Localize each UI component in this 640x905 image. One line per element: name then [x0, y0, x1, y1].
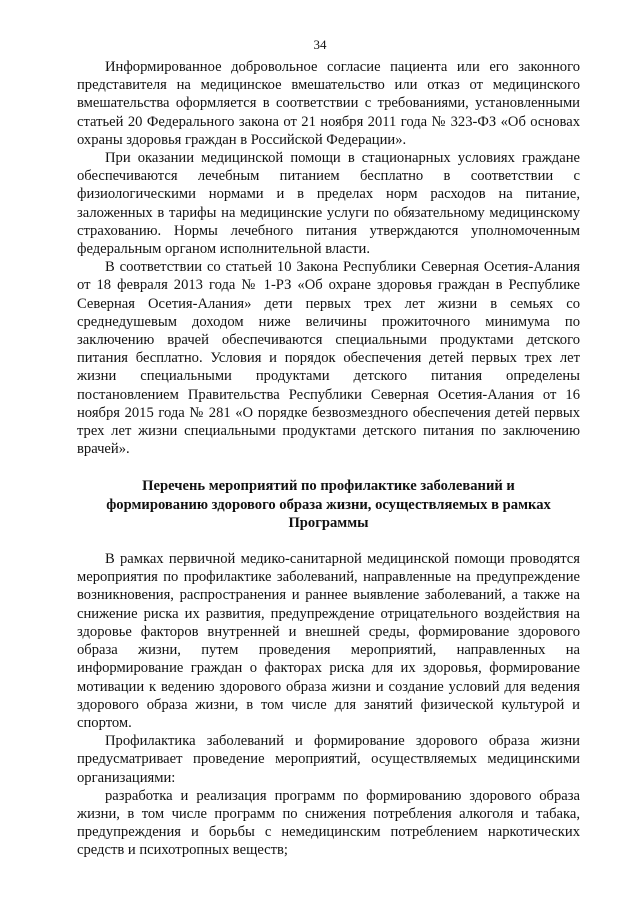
document-body	[77, 58, 580, 860]
section-heading-line: формированию здорового образа жизни, осуществляемых в рамках	[106, 496, 551, 513]
section-heading-line: Перечень мероприятий по профилактике заболеваний и	[142, 478, 515, 495]
section-heading	[77, 477, 580, 532]
paragraph-primary-care-prevention: В рамках первичной медико-санитарной медицинской помощи проводятся мероприятия по профилактике заболеваний, направленные на предупреждение возникновения, распространения и раннее выявление заболеваний, а также на снижение риска их развития, предупреждение отрицательного воздействия на здоровье факторов внутренней и внешней среды, формирование здорового образа жизни, путем проведения мероприятий, направленных на информирование граждан о факторах риска для их здоровья, формирование мотивации к ведению здорового образа жизни и создание условий для ведения здорового образа жизни, в том числе для занятий физической культурой и спортом.	[77, 551, 580, 731]
paragraph-therapeutic-nutrition: При оказании медицинской помощи в стационарных условиях граждане обеспечиваются лечебным питанием бесплатно в соответствии с физиологическими нормами и в пределах норм расходов на питание, заложенных в тарифы на медицинские услуги по обязательному медицинскому страхованию. Нормы лечебного питания утверждаются уполномоченным федеральным органом исполнительной власти.	[77, 150, 580, 258]
section-heading-line: Программы	[288, 514, 369, 531]
paragraph-informed-consent: Информированное добровольное согласие пациента или его законного представителя на медицинское вмешательство или отказ от медицинского вмешательства оформляется в соответствии с требованиями, установленными статьей 20 Федерального закона от 21 ноября 2011 года № 323-ФЗ «Об основах охраны здоровья граждан в Российской Федерации».	[77, 59, 580, 148]
page-number: 34	[313, 37, 327, 52]
paragraph-child-nutrition: В соответствии со статьей 10 Закона Республики Северная Осетия-Алания от 18 февраля 2013 года № 1-РЗ «Об охране здоровья граждан в Республике Северная Осетия-Алания» дети первых трех лет жизни в семьях со среднедушевым доходом ниже величины прожиточного минимума по заключению врачей обеспечиваются специальными продуктами детского питания бесплатно. Условия и порядок обеспечения детей первых трех лет жизни специальными продуктами детского питания определены постановлением Правительства Республики Северная Осетия-Алания от 16 ноября 2015 года № 281 «О порядке безвозмездного обеспечения детей первых трех лет жизни специальными продуктами детского питания по заключению врачей».	[77, 259, 580, 458]
paragraph-healthy-lifestyle-programs: разработка и реализация программ по формированию здорового образа жизни, в том числе программ по снижения потребления алкоголя и табака, предупреждения и борьбы с немедицинским потреблением наркотических средств и психотропных веществ;	[77, 787, 580, 859]
paragraph-prevention-measures: Профилактика заболеваний и формирование здорового образа жизни предусматривает проведение мероприятий, осуществляемых медицинскими организациями:	[77, 733, 580, 786]
